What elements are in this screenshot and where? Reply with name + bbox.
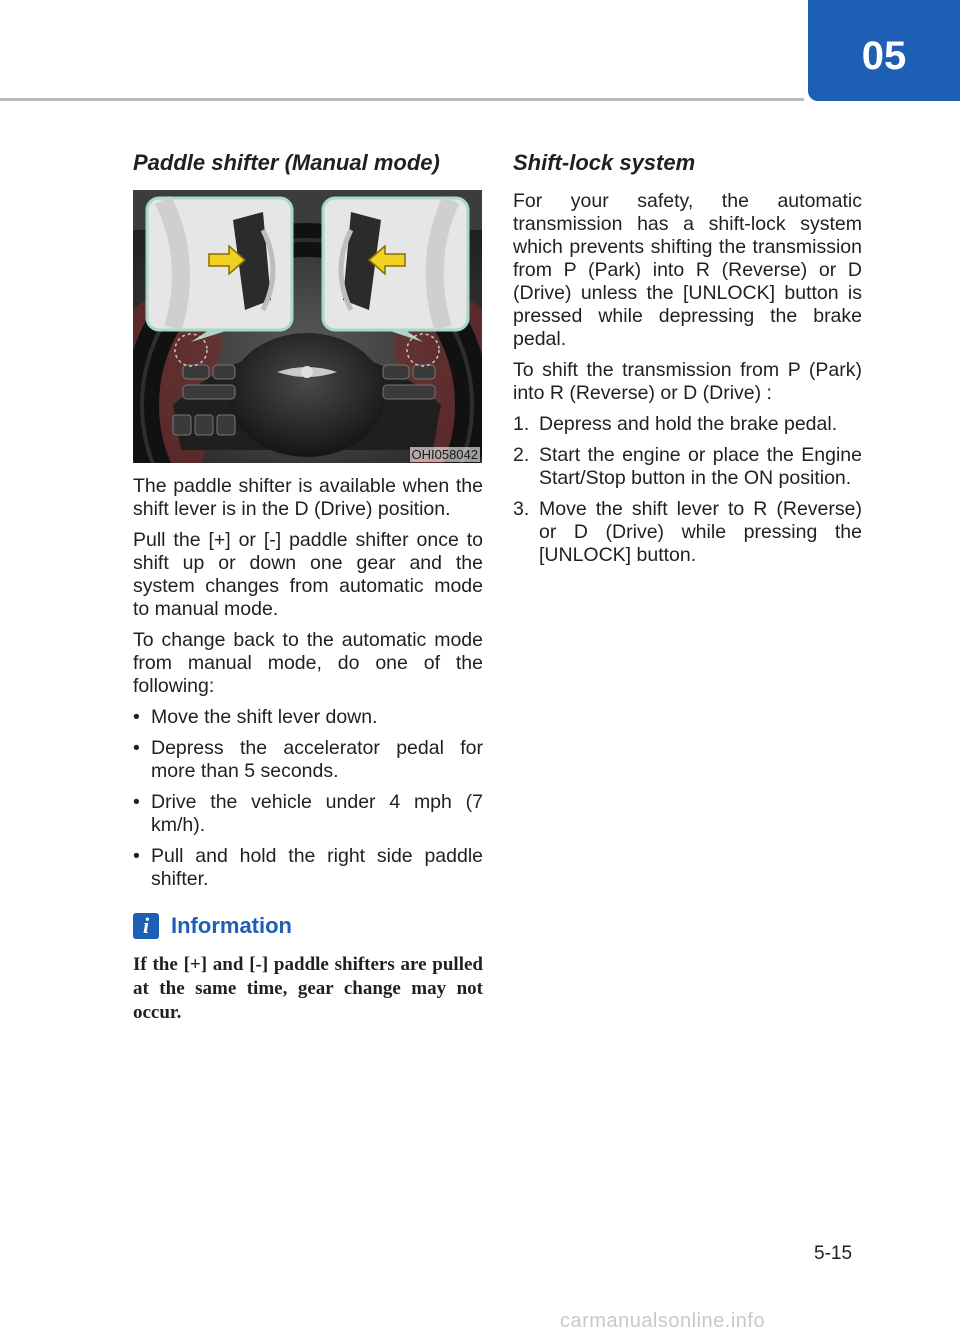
section-heading-paddle-shifter: Paddle shifter (Manual mode) xyxy=(133,150,440,175)
list-item: 3. Move the shift lever to R (Reverse) or D (Drive) while pressing the [UNLOCK] button. xyxy=(513,498,862,566)
chapter-tab xyxy=(808,0,960,101)
chapter-number: 05 xyxy=(861,34,907,78)
paragraph: To change back to the automatic mode from manual mode, do one of the following: xyxy=(133,629,483,697)
paragraph: For your safety, the automatic transmission has a shift-lock system which prevents shifting the transmission from P (Park) into R (Reverse) or D (Drive) unless the [UNLOCK] button is pressed while depressing the brake pedal. xyxy=(513,190,862,350)
information-title: Information xyxy=(171,913,292,938)
information-text: If the [+] and [-] paddle shifters are pulled at the same time, gear change may not occur. xyxy=(133,954,483,1023)
left-column xyxy=(133,150,483,1025)
list-item: • Drive the vehicle under 4 mph (7 km/h). xyxy=(133,791,483,836)
list-item: • Pull and hold the right side paddle shifter. xyxy=(133,845,483,890)
header-rule xyxy=(0,98,804,101)
list-item: • Depress the accelerator pedal for more than 5 seconds. xyxy=(133,737,483,782)
section-heading-shift-lock: Shift-lock system xyxy=(513,150,696,175)
paragraph: The paddle shifter is available when the shift lever is in the D (Drive) position. xyxy=(133,475,483,520)
figure-code: OHI058042 xyxy=(411,447,478,462)
steering-wheel-illustration xyxy=(133,190,482,463)
page-number: 5-15 xyxy=(814,1243,853,1264)
list-item: • Move the shift lever down. xyxy=(133,706,378,728)
paragraph: Pull the [+] or [-] paddle shifter once to shift up or down one gear and the system changes from automatic mode to manual mode. xyxy=(133,529,483,620)
list-item: 1. Depress and hold the brake pedal. xyxy=(513,413,838,435)
information-icon: i xyxy=(133,913,159,939)
steering-wheel-figure xyxy=(133,190,482,463)
list-item: 2. Start the engine or place the Engine Start/Stop button in the ON position. xyxy=(513,444,862,489)
right-column xyxy=(513,150,862,575)
watermark: carmanualsonline.info xyxy=(560,1310,766,1332)
paragraph: To shift the transmission from P (Park) into R (Reverse) or D (Drive) : xyxy=(513,359,862,404)
numbered-list xyxy=(513,413,862,567)
bullet-list xyxy=(133,706,483,891)
information-header xyxy=(133,913,483,939)
